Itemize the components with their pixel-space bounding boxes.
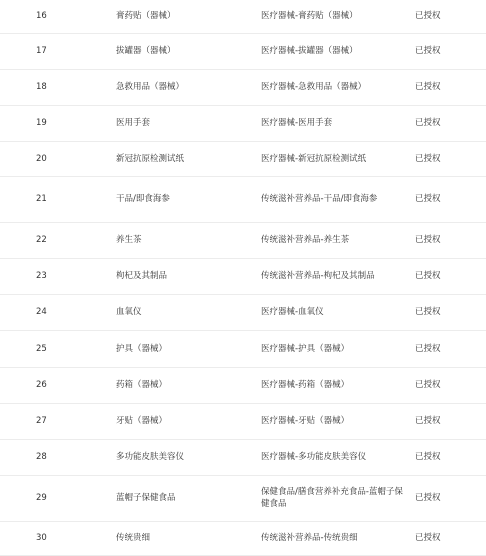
row-category: 医疗器械-护具（器械） (261, 343, 350, 354)
table-row (0, 403, 486, 439)
row-status: 已授权 (415, 194, 441, 204)
row-index: 25 (36, 343, 47, 354)
row-index: 18 (36, 82, 47, 92)
row-status: 已授权 (415, 380, 441, 390)
table-row (0, 294, 486, 330)
row-status: 已授权 (415, 153, 441, 164)
row-status: 已授权 (415, 46, 441, 56)
table-row (0, 69, 486, 105)
row-name: 蓝帽子保健食品 (116, 493, 176, 503)
row-index: 21 (36, 194, 47, 204)
row-name: 牙贴（器械） (116, 416, 168, 426)
row-category: 医疗器械-急救用品（器械） (261, 82, 367, 92)
row-category: 医疗器械-新冠抗原检测试纸 (261, 153, 367, 164)
row-status: 已授权 (415, 493, 441, 503)
row-status: 已授权 (415, 11, 441, 22)
row-name: 养生茶 (116, 235, 142, 245)
row-name: 药箱（器械） (116, 380, 168, 390)
row-category: 医疗器械-多功能皮肤美容仪 (261, 452, 367, 462)
row-name: 新冠抗原检测试纸 (116, 153, 185, 164)
row-category: 传统滋补营养品-枸杞及其制品 (261, 271, 375, 281)
row-status: 已授权 (415, 307, 441, 317)
row-index: 23 (36, 271, 47, 281)
row-name: 急救用品（器械） (116, 82, 185, 92)
row-category: 医疗器械-牙贴（器械） (261, 416, 350, 426)
row-category: 医疗器械-药箱（器械） (261, 380, 350, 390)
row-index: 27 (36, 416, 47, 426)
row-category: 医疗器械-医用手套 (261, 118, 333, 128)
row-name: 拔罐器（器械） (116, 46, 176, 56)
row-status: 已授权 (415, 118, 441, 128)
table-row (0, 141, 486, 176)
row-index: 19 (36, 118, 47, 128)
table-row (0, 475, 486, 521)
row-index: 30 (36, 533, 47, 543)
table-row (0, 330, 486, 367)
row-index: 24 (36, 307, 47, 317)
row-name: 血氧仪 (116, 307, 142, 317)
row-name: 枸杞及其制品 (116, 271, 168, 281)
row-index: 29 (36, 493, 47, 503)
row-category: 医疗器械-膏药贴（器械） (261, 11, 358, 22)
table-row (0, 33, 486, 69)
row-index: 26 (36, 380, 47, 390)
row-status: 已授权 (415, 271, 441, 281)
row-name: 膏药贴（器械） (116, 11, 176, 22)
row-name: 干品/即食海参 (116, 194, 170, 204)
table-row (0, 0, 486, 33)
row-index: 20 (36, 153, 47, 164)
row-category: 传统滋补营养品-养生茶 (261, 235, 350, 245)
row-status: 已授权 (415, 416, 441, 426)
table-row (0, 222, 486, 258)
row-category: 医疗器械-拔罐器（器械） (261, 46, 358, 56)
table-row (0, 258, 486, 294)
row-status: 已授权 (415, 533, 441, 543)
table-row (0, 176, 486, 222)
row-status: 已授权 (415, 82, 441, 92)
row-category: 医疗器械-血氧仪 (261, 307, 324, 317)
row-status: 已授权 (415, 343, 441, 354)
row-index: 22 (36, 235, 47, 245)
row-name: 传统贵细 (116, 533, 151, 543)
table-row (0, 367, 486, 403)
row-name: 多功能皮肤美容仪 (116, 452, 185, 462)
row-status: 已授权 (415, 235, 441, 245)
row-name: 医用手套 (116, 118, 151, 128)
row-category: 传统滋补营养品-传统贵细 (261, 533, 358, 543)
table-row (0, 105, 486, 141)
row-name: 护具（器械） (116, 343, 168, 354)
row-index: 17 (36, 46, 47, 56)
row-index: 16 (36, 11, 47, 22)
row-category: 传统滋补营养品-干品/即食海参 (261, 194, 378, 204)
row-status: 已授权 (415, 452, 441, 462)
table-row (0, 439, 486, 475)
row-index: 28 (36, 452, 47, 462)
row-category: 保健食品/膳食营养补充食品-蓝帽子保健食品 (261, 487, 403, 509)
